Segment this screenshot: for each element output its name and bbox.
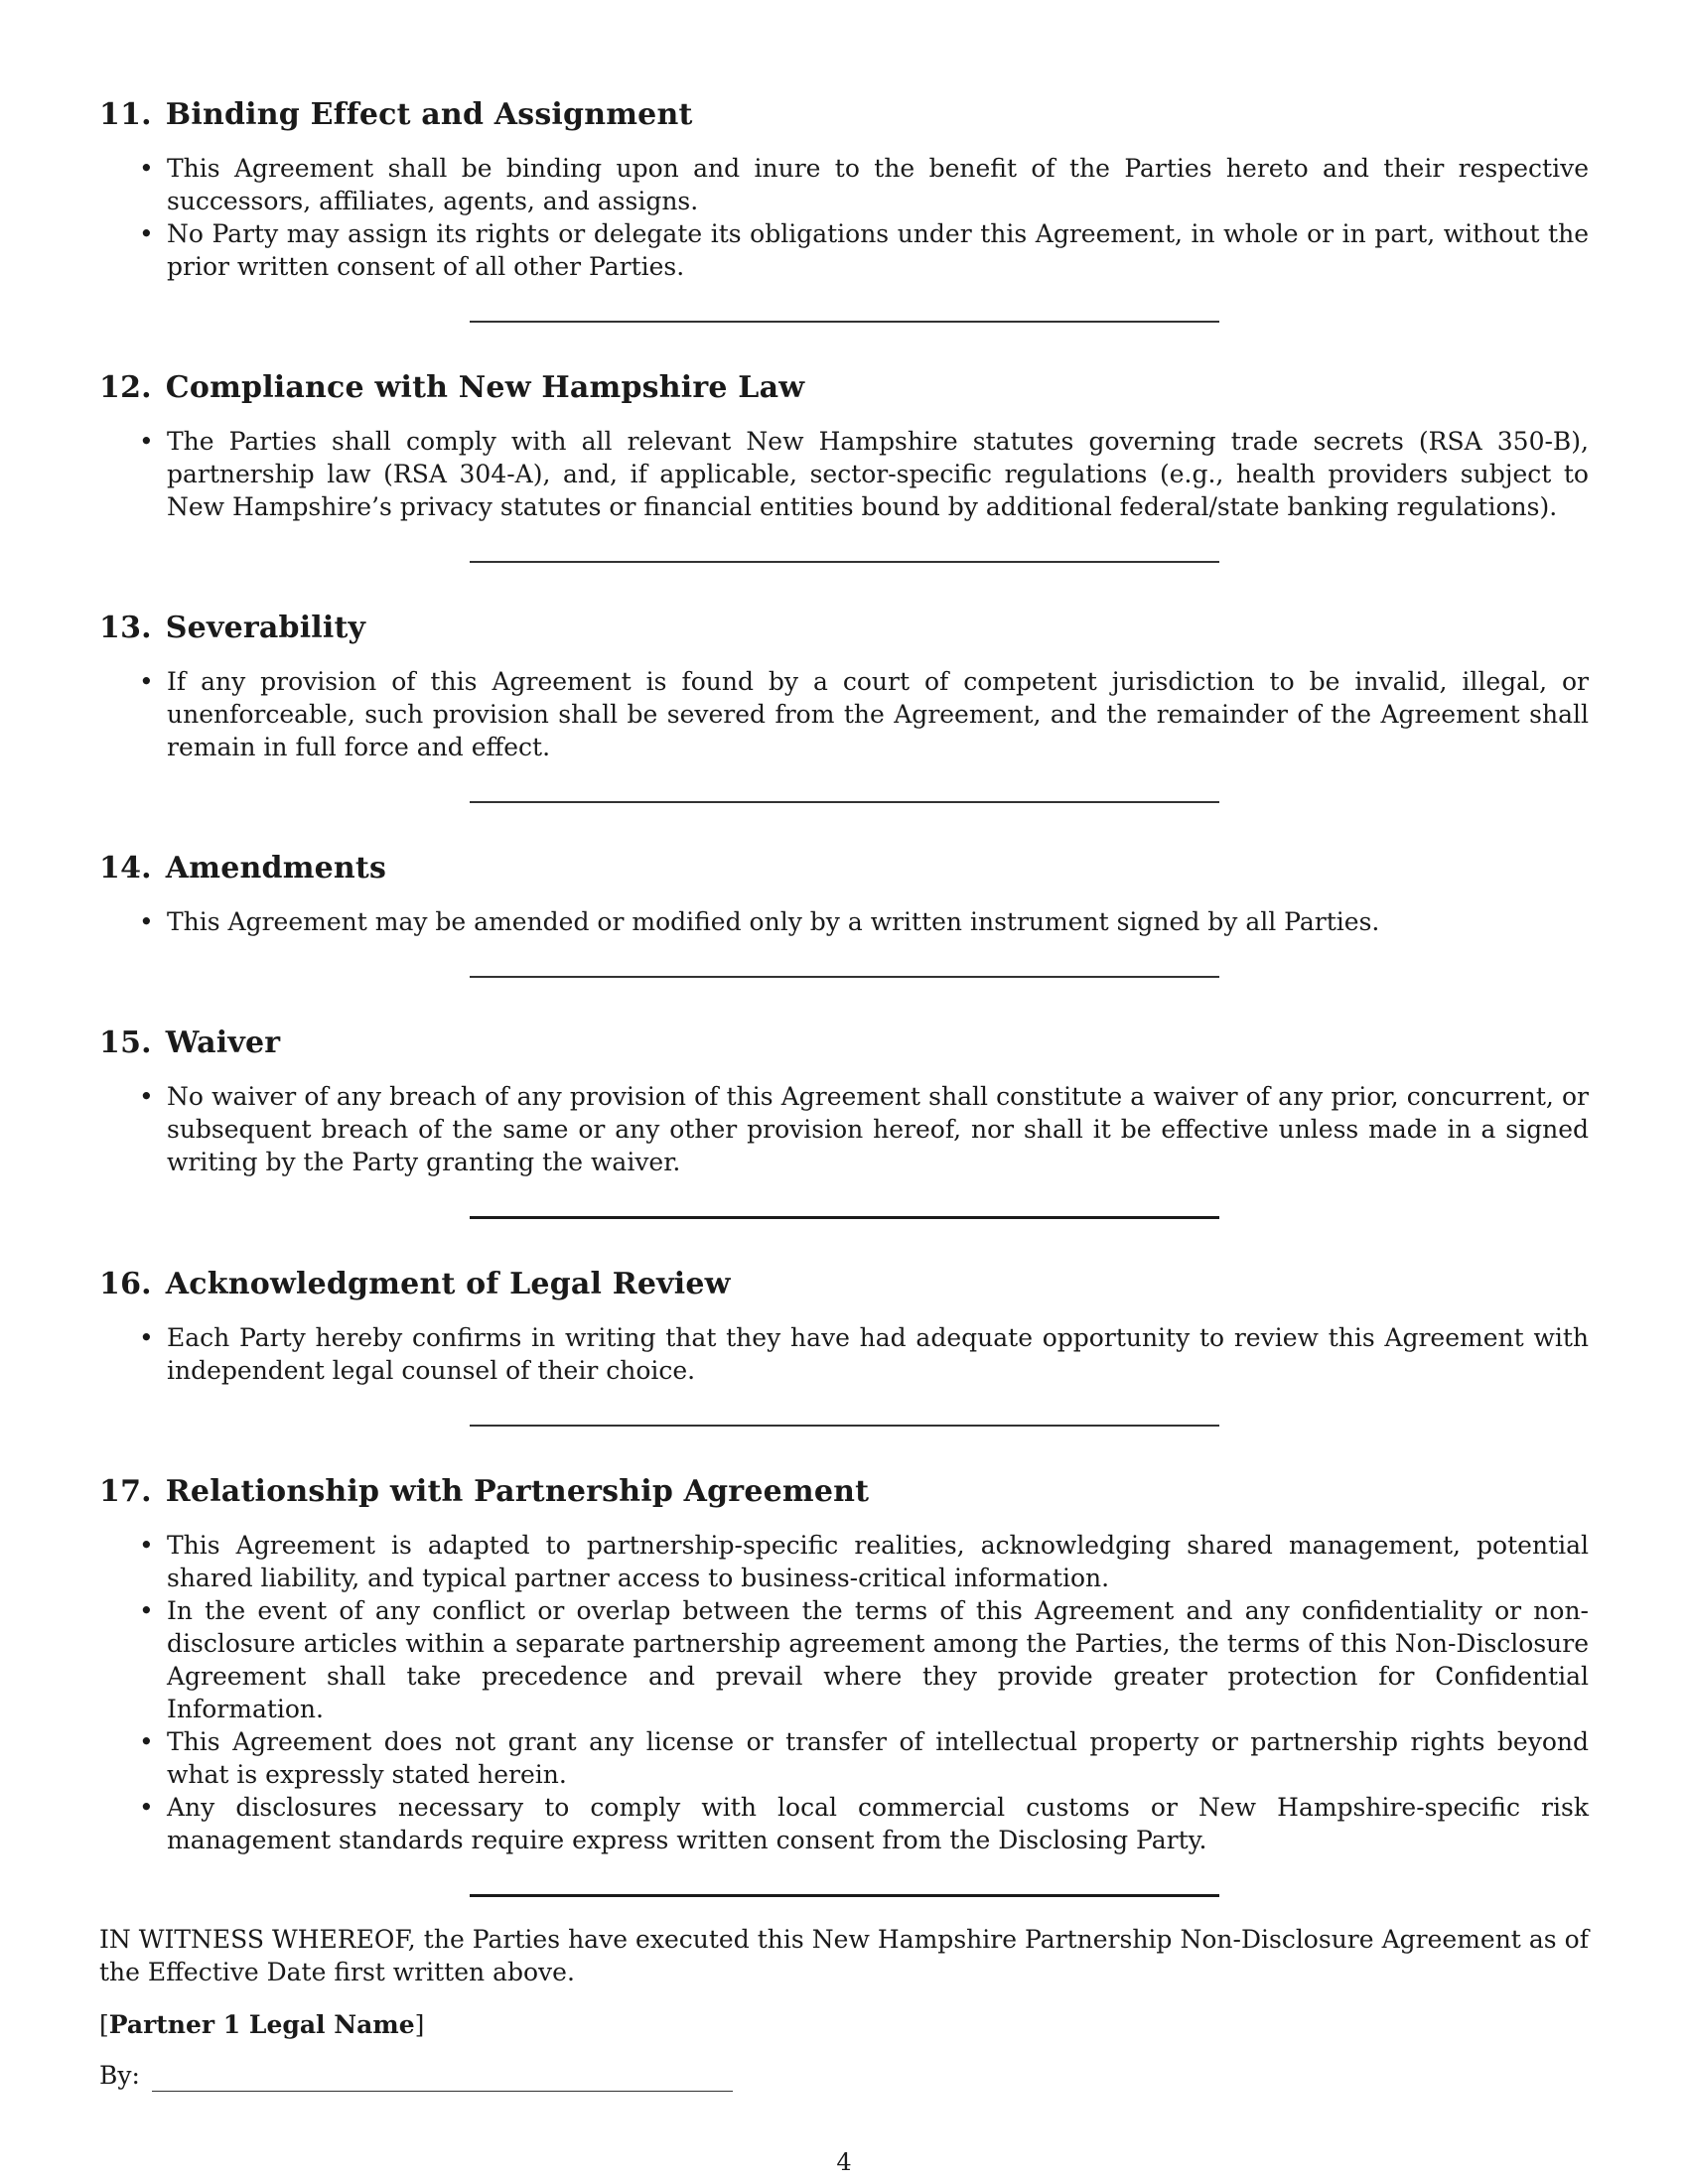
bullet-item: • The Parties shall comply with all relevant New Hampshire statutes governing trade secrets (RSA 350-B), partnership law (RSA 304-A), and, if applicable, sector-specific regulations (e.g., health providers subject to New Hampshire’s privacy statutes or financial entities bound by additional federal/state banking regulations). <box>99 425 1589 523</box>
bullet-item: • No waiver of any breach of any provision of this Agreement shall constitute a waiver of any prior, concurrent, or subsequent breach of the same or any other provision hereof, nor shall it be effective unless made in a signed writing by the Party granting the waiver. <box>99 1080 1589 1178</box>
section-11 <box>99 97 1589 283</box>
section-divider <box>470 801 1219 803</box>
bullet-item: • Any disclosures necessary to comply with local commercial customs or New Hampshire-specific risk management standards require express written consent from the Disclosing Party. <box>99 1791 1589 1856</box>
bullet-list <box>99 1080 1589 1178</box>
bullet-list <box>99 425 1589 523</box>
bullet-item: • This Agreement does not grant any license or transfer of intellectual property or partnership rights beyond what is expressly stated herein. <box>99 1725 1589 1791</box>
partner-name-placeholder: [Partner 1 Legal Name] <box>99 2010 425 2039</box>
section-15 <box>99 1025 1589 1178</box>
page-content <box>99 97 1589 2092</box>
bullet-item: • This Agreement shall be binding upon and inure to the benefit of the Parties hereto and their respective successors, affiliates, agents, and assigns. <box>99 152 1589 217</box>
by-label: By: <box>99 2061 140 2090</box>
section-divider <box>470 561 1219 563</box>
section-heading: 17. Relationship with Partnership Agreement <box>99 1474 870 1509</box>
bullet-item: • Each Party hereby confirms in writing that they have had adequate opportunity to review this Agreement with independent legal counsel of their choice. <box>99 1321 1589 1387</box>
signature-blank <box>152 2067 733 2092</box>
witness-clause: IN WITNESS WHEREOF, the Parties have executed this New Hampshire Partnership Non-Disclosure Agreement as of the Effective Date first written above. <box>99 1925 1589 1986</box>
bullet-item: • If any provision of this Agreement is found by a court of competent jurisdiction to be invalid, illegal, or unenforceable, such provision shall be severed from the Agreement, and the remainder of the Agreement shall remain in full force and effect. <box>99 665 1589 763</box>
bullet-list <box>99 152 1589 283</box>
section-12 <box>99 370 1589 523</box>
section-divider <box>470 1216 1219 1219</box>
section-heading: 13. Severability <box>99 611 366 645</box>
section-17 <box>99 1474 1589 1856</box>
bullet-item: • In the event of any conflict or overlap between the terms of this Agreement and any confidentiality or non-disclosure articles within a separate partnership agreement among the Parties, the terms of this Non-Disclosure Agreement shall take precedence and prevail where they provide greater protection for Confidential Information. <box>99 1594 1589 1725</box>
section-divider <box>470 1425 1219 1427</box>
section-divider <box>470 321 1219 323</box>
bullet-item: • This Agreement is adapted to partnership-specific realities, acknowledging shared management, potential shared liability, and typical partner access to business-critical information. <box>99 1529 1589 1594</box>
section-divider <box>470 976 1219 978</box>
section-heading: 15. Waiver <box>99 1025 281 1060</box>
section-heading: 11. Binding Effect and Assignment <box>99 97 693 132</box>
bullet-item: • No Party may assign its rights or delegate its obligations under this Agreement, in whole or in part, without the prior written consent of all other Parties. <box>99 217 1589 283</box>
section-13 <box>99 611 1589 763</box>
page-number: 4 <box>836 2148 852 2176</box>
bullet-list <box>99 1529 1589 1856</box>
section-heading: 14. Amendments <box>99 851 387 886</box>
bullet-item: • This Agreement may be amended or modified only by a written instrument signed by all Parties. <box>99 905 1589 938</box>
signature-line <box>99 2059 1589 2092</box>
section-divider <box>470 1894 1219 1897</box>
bullet-list <box>99 665 1589 763</box>
bullet-list <box>99 1321 1589 1387</box>
bullet-list <box>99 905 1589 938</box>
section-heading: 12. Compliance with New Hampshire Law <box>99 370 805 405</box>
section-heading: 16. Acknowledgment of Legal Review <box>99 1267 731 1301</box>
section-16 <box>99 1267 1589 1387</box>
section-14 <box>99 851 1589 938</box>
